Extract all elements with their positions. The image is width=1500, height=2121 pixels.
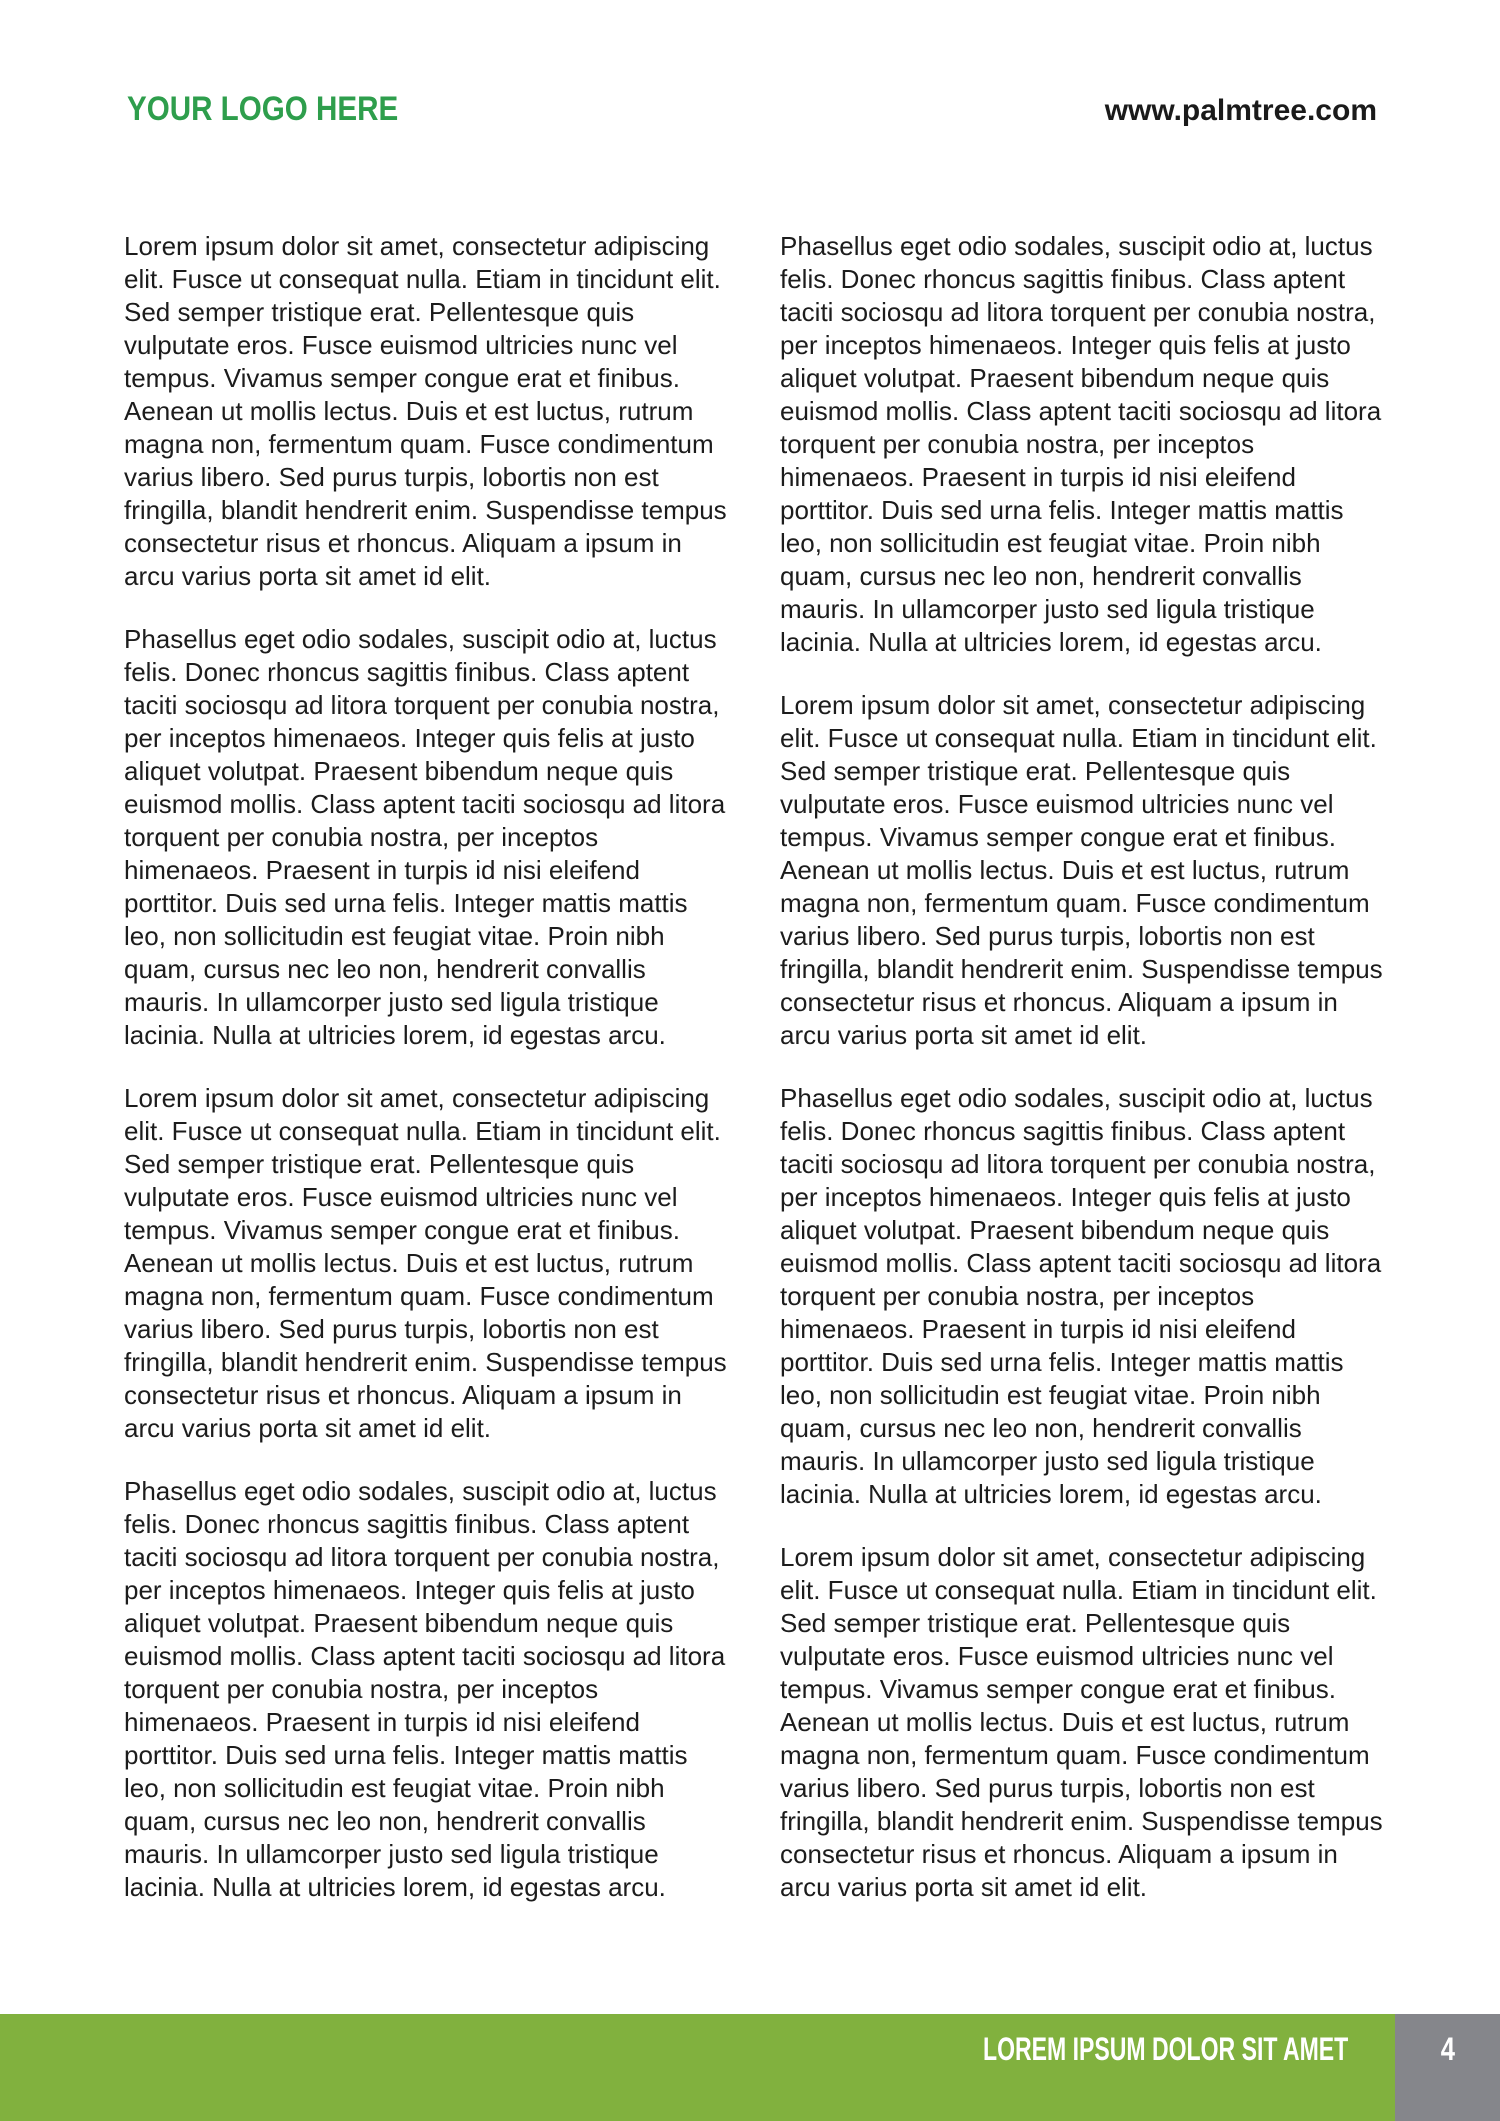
text-column-left (124, 230, 730, 1934)
paragraph: Lorem ipsum dolor sit amet, consectetur adipiscing elit. Fusce ut consequat nulla. Etiam in tincidunt elit. Sed semper tristique erat. Pellentesque quis vulputate eros. Fusce euismod ultricies nunc vel tempus. Vivamus semper congue erat et finibus. Aenean ut mollis lectus. Duis et est luctus, rutrum magna non, fermentum quam. Fusce condimentum varius libero. Sed purus turpis, lobortis non est fringilla, blandit hendrerit enim. Suspendisse tempus consectetur risus et rhoncus. Aliquam a ipsum in arcu varius porta sit amet id elit. (780, 690, 1383, 1050)
website-url: www.palmtree.com (1104, 94, 1377, 127)
footer-bar (0, 2014, 1500, 2121)
paragraph: Phasellus eget odio sodales, suscipit odio at, luctus felis. Donec rhoncus sagittis finibus. Class aptent taciti sociosqu ad litora torquent per conubia nostra, per inceptos himenaeos. Integer quis felis at justo aliquet volutpat. Praesent bibendum neque quis euismod mollis. Class aptent taciti sociosqu ad litora torquent per conubia nostra, per inceptos himenaeos. Praesent in turpis id nisi eleifend porttitor. Duis sed urna felis. Integer mattis mattis leo, non sollicitudin est feugiat vitae. Proin nibh quam, cursus nec leo non, hendrerit convallis mauris. In ullamcorper justo sed ligula tristique lacinia. Nulla at ultricies lorem, id egestas arcu. (780, 231, 1382, 657)
paragraph: Lorem ipsum dolor sit amet, consectetur adipiscing elit. Fusce ut consequat nulla. Etiam in tincidunt elit. Sed semper tristique erat. Pellentesque quis vulputate eros. Fusce euismod ultricies nunc vel tempus. Vivamus semper congue erat et finibus. Aenean ut mollis lectus. Duis et est luctus, rutrum magna non, fermentum quam. Fusce condimentum varius libero. Sed purus turpis, lobortis non est fringilla, blandit hendrerit enim. Suspendisse tempus consectetur risus et rhoncus. Aliquam a ipsum in arcu varius porta sit amet id elit. (124, 231, 727, 591)
paragraph: Lorem ipsum dolor sit amet, consectetur adipiscing elit. Fusce ut consequat nulla. Etiam in tincidunt elit. Sed semper tristique erat. Pellentesque quis vulputate eros. Fusce euismod ultricies nunc vel tempus. Vivamus semper congue erat et finibus. Aenean ut mollis lectus. Duis et est luctus, rutrum magna non, fermentum quam. Fusce condimentum varius libero. Sed purus turpis, lobortis non est fringilla, blandit hendrerit enim. Suspendisse tempus consectetur risus et rhoncus. Aliquam a ipsum in arcu varius porta sit amet id elit. (780, 1542, 1383, 1902)
logo-text: YOUR LOGO HERE (127, 90, 399, 128)
page-number-box (1395, 2014, 1500, 2121)
paragraph: Phasellus eget odio sodales, suscipit odio at, luctus felis. Donec rhoncus sagittis finibus. Class aptent taciti sociosqu ad litora torquent per conubia nostra, per inceptos himenaeos. Integer quis felis at justo aliquet volutpat. Praesent bibendum neque quis euismod mollis. Class aptent taciti sociosqu ad litora torquent per conubia nostra, per inceptos himenaeos. Praesent in turpis id nisi eleifend porttitor. Duis sed urna felis. Integer mattis mattis leo, non sollicitudin est feugiat vitae. Proin nibh quam, cursus nec leo non, hendrerit convallis mauris. In ullamcorper justo sed ligula tristique lacinia. Nulla at ultricies lorem, id egestas arcu. (124, 624, 726, 1050)
paragraph: Phasellus eget odio sodales, suscipit odio at, luctus felis. Donec rhoncus sagittis finibus. Class aptent taciti sociosqu ad litora torquent per conubia nostra, per inceptos himenaeos. Integer quis felis at justo aliquet volutpat. Praesent bibendum neque quis euismod mollis. Class aptent taciti sociosqu ad litora torquent per conubia nostra, per inceptos himenaeos. Praesent in turpis id nisi eleifend porttitor. Duis sed urna felis. Integer mattis mattis leo, non sollicitudin est feugiat vitae. Proin nibh quam, cursus nec leo non, hendrerit convallis mauris. In ullamcorper justo sed ligula tristique lacinia. Nulla at ultricies lorem, id egestas arcu. (780, 1083, 1382, 1509)
text-column-right (780, 230, 1386, 1934)
page-number: 4 (1440, 2031, 1455, 2067)
paragraph: Phasellus eget odio sodales, suscipit odio at, luctus felis. Donec rhoncus sagittis finibus. Class aptent taciti sociosqu ad litora torquent per conubia nostra, per inceptos himenaeos. Integer quis felis at justo aliquet volutpat. Praesent bibendum neque quis euismod mollis. Class aptent taciti sociosqu ad litora torquent per conubia nostra, per inceptos himenaeos. Praesent in turpis id nisi eleifend porttitor. Duis sed urna felis. Integer mattis mattis leo, non sollicitudin est feugiat vitae. Proin nibh quam, cursus nec leo non, hendrerit convallis mauris. In ullamcorper justo sed ligula tristique lacinia. Nulla at ultricies lorem, id egestas arcu. (124, 1476, 726, 1902)
paragraph: Lorem ipsum dolor sit amet, consectetur adipiscing elit. Fusce ut consequat nulla. Etiam in tincidunt elit. Sed semper tristique erat. Pellentesque quis vulputate eros. Fusce euismod ultricies nunc vel tempus. Vivamus semper congue erat et finibus. Aenean ut mollis lectus. Duis et est luctus, rutrum magna non, fermentum quam. Fusce condimentum varius libero. Sed purus turpis, lobortis non est fringilla, blandit hendrerit enim. Suspendisse tempus consectetur risus et rhoncus. Aliquam a ipsum in arcu varius porta sit amet id elit. (124, 1083, 727, 1443)
footer-title: LOREM IPSUM DOLOR SIT AMET (982, 2031, 1348, 2067)
